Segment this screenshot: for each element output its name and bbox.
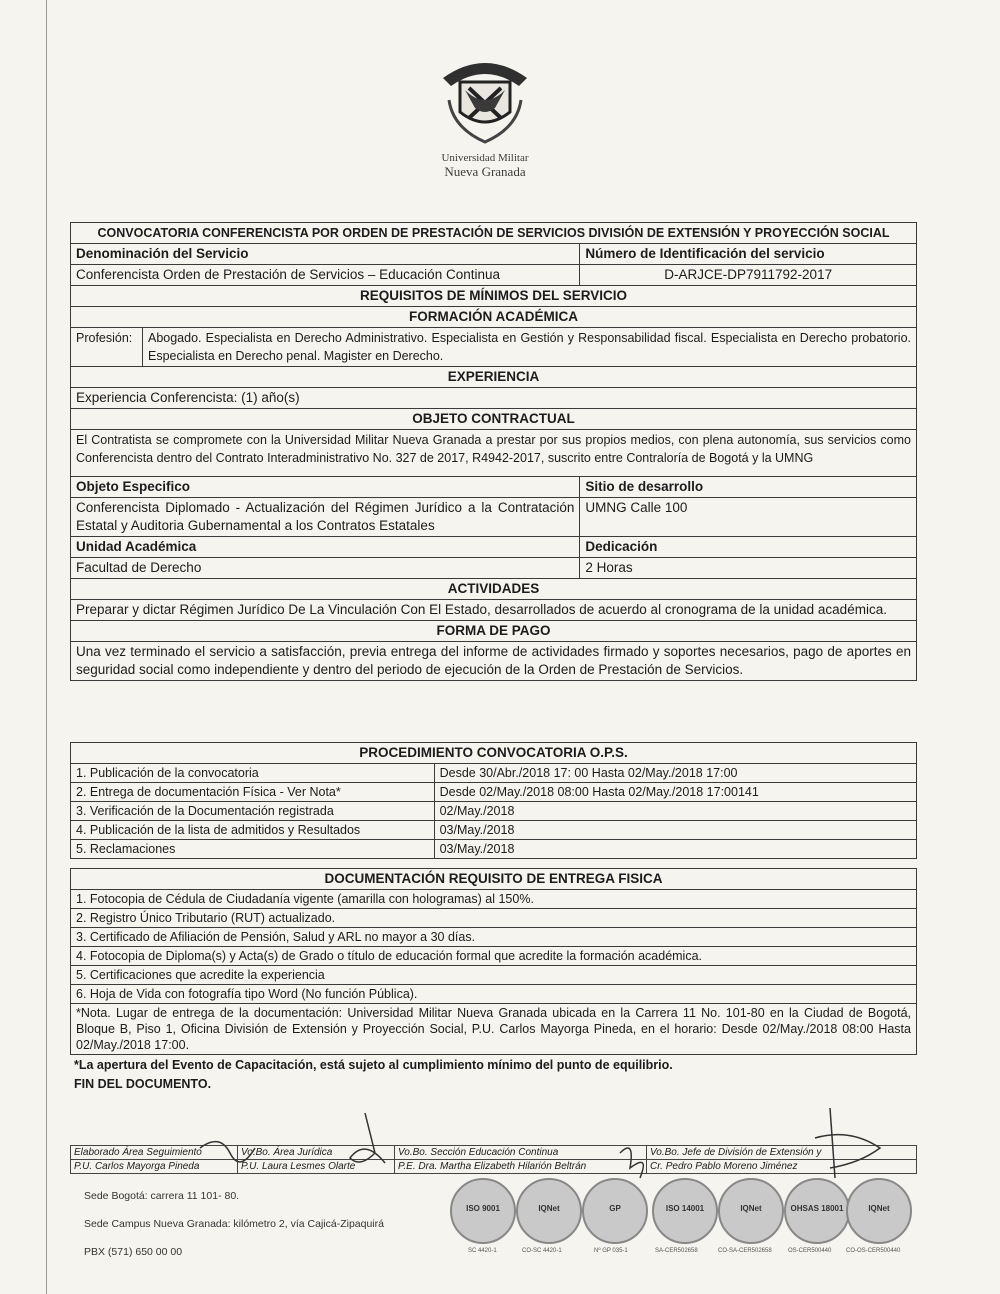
signature-person: P.U. Carlos Mayorga Pineda <box>71 1160 238 1174</box>
iqnet-seal-icon: IQNet <box>718 1178 784 1244</box>
documentacion-item: 3. Certificado de Afiliación de Pensión, Salud y ARL no mayor a 30 días. <box>71 928 917 947</box>
university-name-line1: Universidad Militar <box>441 152 529 164</box>
list-item <box>71 890 917 909</box>
requisitos-title: REQUISITOS DE MÍNIMOS DEL SERVICIO <box>71 286 917 307</box>
iqnet-seal-icon: IQNet <box>516 1178 582 1244</box>
sitio-label: Sitio de desarrollo <box>580 477 917 498</box>
list-item <box>71 947 917 966</box>
profesion-label: Profesión: <box>71 328 143 367</box>
documentacion-table <box>70 868 917 1055</box>
sede-bogota: Sede Bogotá: carrera 11 101- 80. <box>84 1190 240 1202</box>
documentacion-item: 5. Certificaciones que acredite la experiencia <box>71 966 917 985</box>
documentacion-nota: *Nota. Lugar de entrega de la documentación: Universidad Militar Nueva Granada ubicada en la Carrera 11 No. 101-80 en la Ciudad de Bogotá, Bloque B, Piso 1, Oficina División de Extensión y Proyección Social, P.U. Carlos Mayorga Pineda, en el horario: Desde 02/May./2018 08:00 Hasta 02/May./2018 17:00. <box>71 1004 917 1055</box>
cert-code: CO-OS-CER500440 <box>846 1248 901 1254</box>
objeto-especifico-value: Conferencista Diplomado - Actualización del Régimen Jurídico a la Contratación Estatal y Auditoria Gubernamental a los Contratos Estatales <box>71 498 580 537</box>
formacion-title: FORMACIÓN ACADÉMICA <box>71 307 917 328</box>
iso-14001-seal-icon: ISO 14001 <box>652 1178 718 1244</box>
procedimiento-table <box>70 742 917 859</box>
pago-value: Una vez terminado el servicio a satisfacción, previa entrega del informe de actividades firmado y soportes necesarios, pago de aportes en seguridad social como independiente y dentro del periodo de ejecución de la Orden de Prestación de Servicios. <box>71 642 917 681</box>
cert-code: OS-CER500440 <box>788 1248 832 1254</box>
table-row <box>71 783 917 802</box>
ohsas-18001-seal-icon: OHSAS 18001 <box>784 1178 850 1244</box>
list-item <box>71 909 917 928</box>
convocatoria-table <box>70 222 917 681</box>
documentacion-title: DOCUMENTACIÓN REQUISITO DE ENTREGA FISICA <box>71 869 917 890</box>
denominacion-label: Denominación del Servicio <box>71 244 580 265</box>
list-item <box>71 985 917 1004</box>
procedimiento-date: 02/May./2018 <box>434 802 916 821</box>
actividades-title: ACTIVIDADES <box>71 579 917 600</box>
procedimiento-step: 2. Entrega de documentación Física - Ver Nota* <box>71 783 435 802</box>
iqnet-seal-icon: IQNet <box>846 1178 912 1244</box>
gp-seal-icon: GP <box>582 1178 648 1244</box>
table-row <box>71 821 917 840</box>
signature-role: Vo.Bo. Jefe de División de Extensión y <box>647 1146 917 1160</box>
documentacion-item: 6. Hoja de Vida con fotografía tipo Word (No función Pública). <box>71 985 917 1004</box>
handwritten-signatures <box>190 1108 910 1183</box>
experiencia-title: EXPERIENCIA <box>71 367 917 388</box>
sitio-value: UMNG Calle 100 <box>580 498 917 537</box>
objeto-especifico-label: Objeto Especifico <box>71 477 580 498</box>
dedicacion-label: Dedicación <box>580 537 917 558</box>
fin-documento: FIN DEL DOCUMENTO. <box>74 1077 212 1091</box>
procedimiento-step: 4. Publicación de la lista de admitidos y Resultados <box>71 821 435 840</box>
signature-role: Vo.Bo. Área Jurídica <box>238 1146 395 1160</box>
signature-role: Elaborado Área Seguimiento <box>71 1146 238 1160</box>
table-row <box>71 840 917 859</box>
objeto-value: El Contratista se compromete con la Universidad Militar Nueva Granada a prestar por sus propios medios, con plena autonomía, sus servicios como Conferencista dentro del Contrato Interadministrativo No. 327 de 2017, R4942-2017, suscrito entre Contraloría de Bogotá y la UMNG <box>71 430 917 477</box>
table-row <box>71 802 917 821</box>
dedicacion-value: 2 Horas <box>580 558 917 579</box>
footer-notes <box>74 1056 673 1094</box>
university-name-line2: Nueva Granada <box>444 164 526 179</box>
cert-code: SA-CER502658 <box>655 1248 698 1254</box>
numero-value: D-ARJCE-DP7911792-2017 <box>580 265 917 286</box>
procedimiento-date: 03/May./2018 <box>434 821 916 840</box>
procedimiento-date: Desde 30/Abr./2018 17: 00 Hasta 02/May./2018 17:00 <box>434 764 916 783</box>
documentacion-item: 4. Fotocopia de Diploma(s) y Acta(s) de Grado o título de educación formal que acredite la formación académica. <box>71 947 917 966</box>
profesion-value: Abogado. Especialista en Derecho Administrativo. Especialista en Gestión y Responsabilidad fiscal. Especialista en Derecho probatorio. Especialista en Derecho penal. Magister en Derecho. <box>142 328 916 367</box>
sede-campus: Sede Campus Nueva Granada: kilómetro 2, vía Cajicá-Zipaquirá <box>84 1218 384 1230</box>
convocatoria-title: CONVOCATORIA CONFERENCISTA POR ORDEN DE PRESTACIÓN DE SERVICIOS DIVISIÓN DE EXTENSIÓN Y PROYECCIÓN SOCIAL <box>71 223 917 244</box>
cert-code: SC 4420-1 <box>468 1248 497 1254</box>
experiencia-value: Experiencia Conferencista: (1) año(s) <box>71 388 917 409</box>
documentacion-item: 2. Registro Único Tributario (RUT) actualizado. <box>71 909 917 928</box>
signature-role: Vo.Bo. Sección Educación Continua <box>395 1146 647 1160</box>
cert-code: CO-SA-CER502658 <box>718 1248 772 1254</box>
signature-person: Cr. Pedro Pablo Moreno Jiménez <box>647 1160 917 1174</box>
apertura-note: *La apertura del Evento de Capacitación, está sujeto al cumplimiento mínimo del punto de equilibrio. <box>74 1058 673 1072</box>
unidad-value: Facultad de Derecho <box>71 558 580 579</box>
page-margin-line <box>46 0 47 1294</box>
certification-logos <box>450 1178 910 1268</box>
documentacion-item: 1. Fotocopia de Cédula de Ciudadanía vigente (amarilla con hologramas) al 150%. <box>71 890 917 909</box>
procedimiento-step: 1. Publicación de la convocatoria <box>71 764 435 783</box>
pago-title: FORMA DE PAGO <box>71 621 917 642</box>
procedimiento-title: PROCEDIMIENTO CONVOCATORIA O.P.S. <box>71 743 917 764</box>
university-logo <box>430 50 540 178</box>
list-item <box>71 966 917 985</box>
denominacion-value: Conferencista Orden de Prestación de Servicios – Educación Continua <box>71 265 580 286</box>
procedimiento-step: 5. Reclamaciones <box>71 840 435 859</box>
cert-code: CO-SC 4420-1 <box>522 1248 562 1254</box>
numero-label: Número de Identificación del servicio <box>580 244 917 265</box>
table-row <box>71 764 917 783</box>
signature-person: P.U. Laura Lesmes Olarte <box>238 1160 395 1174</box>
objeto-title: OBJETO CONTRACTUAL <box>71 409 917 430</box>
university-crest-icon <box>435 50 535 150</box>
iso-9001-seal-icon: ISO 9001 <box>450 1178 516 1244</box>
list-item <box>71 928 917 947</box>
signature-person: P.E. Dra. Martha Elizabeth Hilarión Beltrán <box>395 1160 647 1174</box>
unidad-label: Unidad Académica <box>71 537 580 558</box>
procedimiento-date: 03/May./2018 <box>434 840 916 859</box>
procedimiento-date: Desde 02/May./2018 08:00 Hasta 02/May./2018 17:00141 <box>434 783 916 802</box>
actividades-value: Preparar y dictar Régimen Jurídico De La Vinculación Con El Estado, desarrollados de acuerdo al cronograma de la unidad académica. <box>71 600 917 621</box>
cert-code: Nº GP 035-1 <box>594 1248 628 1254</box>
pbx: PBX (571) 650 00 00 <box>84 1246 183 1258</box>
procedimiento-step: 3. Verificación de la Documentación registrada <box>71 802 435 821</box>
